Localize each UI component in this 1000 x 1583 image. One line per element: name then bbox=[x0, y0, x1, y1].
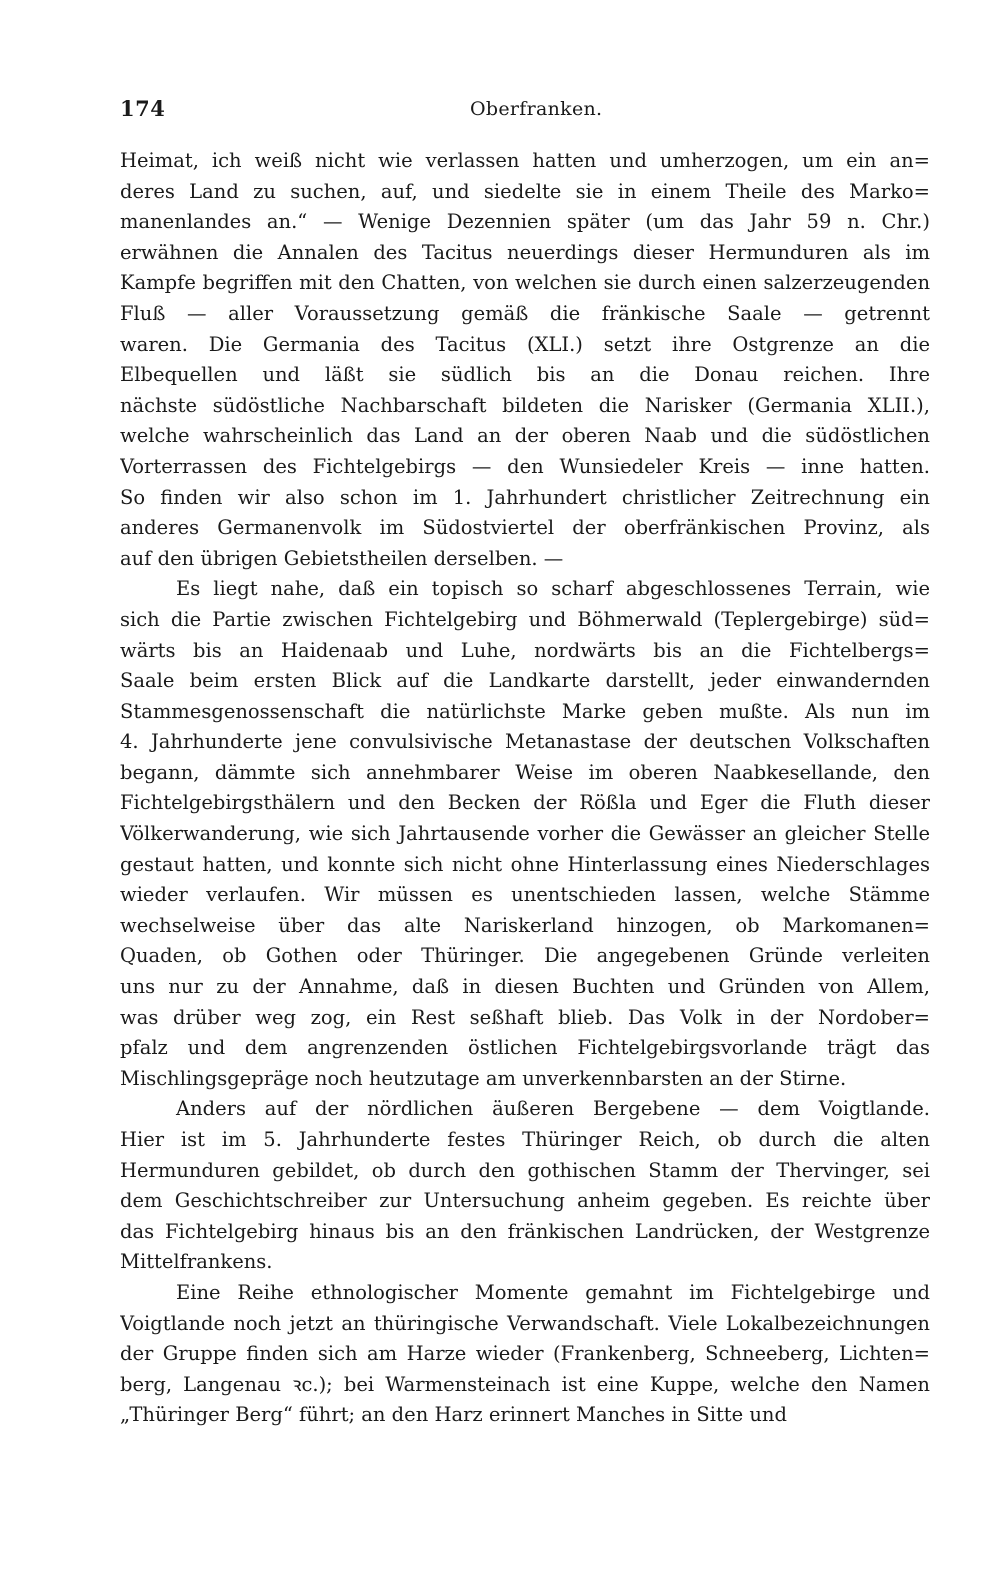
text-line: Fluß — aller Voraussetzung gemäß die fränkische Saale — getrennt bbox=[120, 301, 930, 325]
text-line: das Fichtelgebirg hinaus bis an den fränkischen Landrücken, der Westgrenze bbox=[120, 1219, 930, 1243]
text-line: wieder verlaufen. Wir müssen es unentschieden lassen, welche Stämme bbox=[120, 883, 930, 907]
text-line: Eine Reihe ethnologischer Momente gemahnt im Fichtelgebirge und bbox=[176, 1280, 930, 1304]
text-line: Vorterrassen des Fichtelgebirgs — den Wunsiedeler Kreis — inne hatten. bbox=[120, 454, 930, 478]
text-line: Hier ist im 5. Jahrhunderte festes Thüringer Reich, ob durch die alten bbox=[120, 1128, 930, 1151]
text-line: „Thüringer Berg“ führt; an den Harz erinnert Manches in Sitte und bbox=[120, 1403, 787, 1427]
text-line: wärts bis an Haidenaab und Luhe, nordwärts bis an die Fichtelbergs= bbox=[120, 638, 930, 662]
text-line: Stammesgenossenschaft die natürlichste Marke geben mußte. Als nun im bbox=[120, 699, 930, 723]
paragraph bbox=[120, 146, 930, 574]
text-line: nächste südöstliche Nachbarschaft bildeten die Narisker (Germania XLII.), bbox=[120, 393, 930, 417]
paragraph bbox=[120, 574, 930, 1094]
text-line: auf den übrigen Gebietstheilen derselben. — bbox=[120, 546, 564, 570]
text-line: 4. Jahrhunderte jene convulsivische Metanastase der deutschen Volkschaften bbox=[120, 730, 930, 754]
text-line: der Gruppe finden sich am Harze wieder (Frankenberg, Schneeberg, Lichten= bbox=[120, 1342, 930, 1366]
text-line: So finden wir also schon im 1. Jahrhundert christlicher Zeitrechnung ein bbox=[120, 485, 930, 509]
text-line: berg, Langenau ꝛc.); bei Warmensteinach ist eine Kuppe, welche den Namen bbox=[120, 1372, 930, 1396]
text-line: gestaut hatten, und konnte sich nicht ohne Hinterlassung eines Niederschlages bbox=[120, 852, 930, 876]
text-line: Völkerwanderung, wie sich Jahrtausende vorher die Gewässer an gleicher Stelle bbox=[120, 822, 930, 846]
text-line: deres Land zu suchen, auf, und siedelte sie in einem Theile des Marko= bbox=[120, 179, 930, 203]
text-line: welche wahrscheinlich das Land an der oberen Naab und die südöstlichen bbox=[120, 424, 930, 448]
text-line: erwähnen die Annalen des Tacitus neuerdings dieser Hermunduren als im bbox=[120, 240, 930, 264]
text-line: wechselweise über das alte Nariskerland hinzogen, ob Markomanen= bbox=[120, 913, 930, 937]
paragraph bbox=[120, 1094, 930, 1278]
text-line: Quaden, ob Gothen oder Thüringer. Die angegebenen Gründe verleiten bbox=[120, 944, 930, 968]
text-line: Elbequellen und läßt sie südlich bis an die Donau reichen. Ihre bbox=[120, 363, 930, 387]
text-line: anderes Germanenvolk im Südostviertel der oberfränkischen Provinz, als bbox=[120, 516, 930, 540]
text-line: Mischlingsgepräge noch heutzutage am unverkennbarsten an der Stirne. bbox=[120, 1066, 847, 1090]
text-line: waren. Die Germania des Tacitus (XLI.) setzt ihre Ostgrenze an die bbox=[120, 332, 930, 356]
text-line: was drüber weg zog, ein Rest seßhaft blieb. Das Volk in der Nordober= bbox=[120, 1005, 930, 1029]
page-number: 174 bbox=[120, 96, 166, 121]
text-line: uns nur zu der Annahme, daß in diesen Buchten und Gründen von Allem, bbox=[120, 975, 930, 999]
paragraph bbox=[120, 1278, 930, 1431]
text-line: Kampfe begriffen mit den Chatten, von welchen sie durch einen salzerzeugenden bbox=[120, 271, 930, 295]
text-line: Heimat, ich weiß nicht wie verlassen hatten und umherzogen, um ein an= bbox=[120, 149, 930, 172]
page-header bbox=[120, 96, 930, 136]
running-head: Oberfranken. bbox=[470, 98, 603, 120]
text-line: sich die Partie zwischen Fichtelgebirg und Böhmerwald (Teplergebirge) süd= bbox=[120, 607, 930, 631]
text-line: dem Geschichtschreiber zur Untersuchung anheim gegeben. Es reichte über bbox=[120, 1189, 930, 1213]
text-line: manenlandes an.“ — Wenige Dezennien später (um das Jahr 59 n. Chr.) bbox=[120, 210, 930, 234]
body-text bbox=[120, 146, 930, 1431]
text-line: Saale beim ersten Blick auf die Landkarte darstellt, jeder einwandernden bbox=[120, 669, 930, 693]
text-line: begann, dämmte sich annehmbarer Weise im oberen Naabkesellande, den bbox=[120, 760, 930, 784]
text-line: Mittelfrankens. bbox=[120, 1250, 273, 1274]
text-line: Voigtlande noch jetzt an thüringische Verwandschaft. Viele Lokalbezeichnungen bbox=[120, 1311, 930, 1335]
text-line: Es liegt nahe, daß ein topisch so scharf abgeschlossenes Terrain, wie bbox=[176, 577, 930, 601]
text-line: Fichtelgebirgsthälern und den Becken der Rößla und Eger die Fluth dieser bbox=[120, 791, 930, 815]
text-line: Hermunduren gebildet, ob durch den gothischen Stamm der Thervinger, sei bbox=[120, 1158, 930, 1182]
text-line: pfalz und dem angrenzenden östlichen Fichtelgebirgsvorlande trägt das bbox=[120, 1036, 930, 1060]
text-line: Anders auf der nördlichen äußeren Bergebene — dem Voigtlande. bbox=[176, 1097, 930, 1121]
